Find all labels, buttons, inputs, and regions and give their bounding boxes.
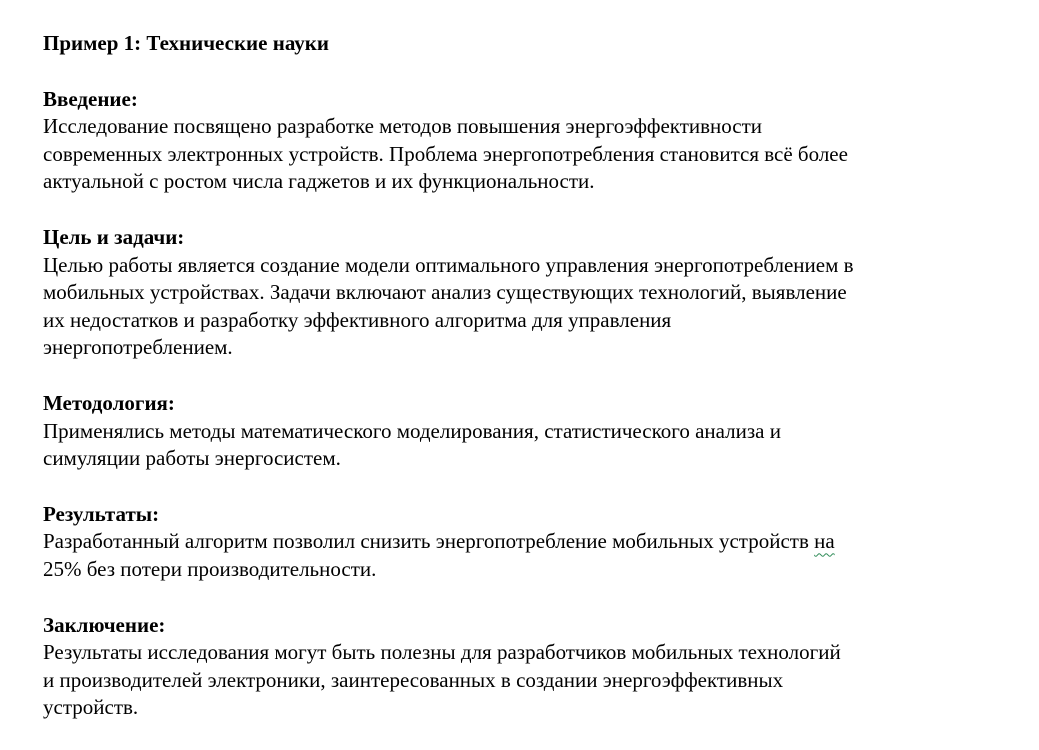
paragraph-line: симуляции работы энергосистем. [43,446,341,471]
paragraph-line: энергопотреблением. [43,335,233,360]
grammar-flagged-word[interactable]: на [814,529,835,554]
paragraph-line: современных электронных устройств. Проблема энергопотребления становится всё более [43,141,848,166]
section-heading: Введение: [43,86,138,111]
section-methodology [43,390,1033,473]
section-introduction [43,86,1033,196]
document-page [43,30,1033,722]
paragraph-text: Разработанный алгоритм позволил снизить энергопотребление мобильных устройств [43,529,815,554]
paragraph-line: Целью работы является создание модели оптимального управления энергопотреблением в [43,252,854,277]
paragraph-line: мобильных устройствах. Задачи включают анализ существующих технологий, выявление [43,280,847,305]
paragraph-line: Применялись методы математического моделирования, статистического анализа и [43,418,781,443]
paragraph-line: их недостатков и разработку эффективного алгоритма для управления [43,307,672,332]
section-heading: Результаты: [43,501,160,526]
section-goals [43,224,1033,362]
section-results [43,501,1033,584]
section-heading: Методология: [43,390,175,415]
paragraph-line: Результаты исследования могут быть полезны для разработчиков мобильных технологий [43,640,841,665]
paragraph-line: 25% без потери производительности. [43,556,377,581]
paragraph-line: и производителей электроники, заинтересованных в создании энергоэффективных [43,667,784,692]
section-heading: Заключение: [43,612,166,637]
paragraph-line: Исследование посвящено разработке методов повышения энергоэффективности [43,114,763,139]
paragraph-line: актуальной с ростом числа гаджетов и их функциональности. [43,169,595,194]
document-title: Пример 1: Технические науки [43,31,329,55]
section-heading: Цель и задачи: [43,224,185,249]
section-conclusion [43,612,1033,722]
paragraph-line: устройств. [43,695,139,720]
paragraph-line [43,528,1033,556]
